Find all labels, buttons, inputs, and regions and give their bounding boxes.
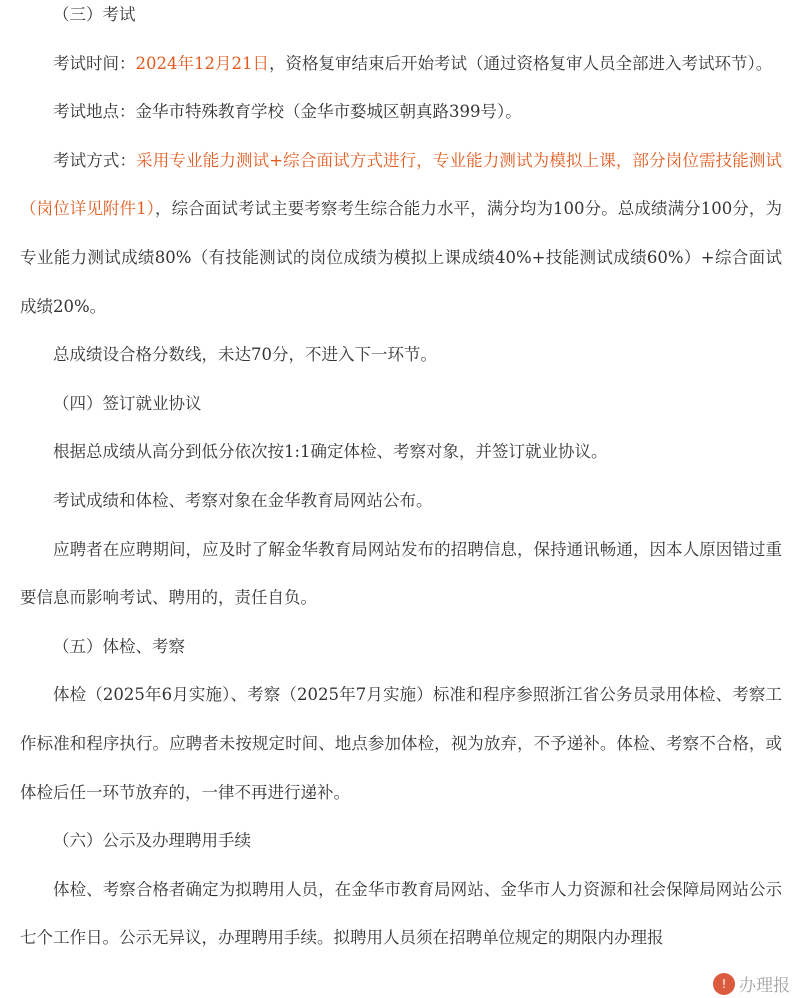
exam-time-label: 考试时间： [53, 53, 136, 73]
section-5-heading: （五）体检、考察 [53, 636, 185, 656]
section-4-paragraph-2: 考试成绩和体检、考察对象在金华教育局网站公布。 [53, 490, 433, 510]
exam-method-rest: ，综合面试考试主要考察考生综合能力水平，满分均为100分。总成绩满分100分，为专业能力测试成绩80%（有技能测试的岗位成绩为模拟上课成绩40%+技能测试成绩60%）+综合面试成绩20%。 [20, 199, 782, 316]
exam-time-rest: ，资格复审结束后开始考试（通过资格复审人员全部进入考试环节）。 [268, 53, 773, 73]
exam-time-paragraph [0, 40, 800, 89]
exam-time-date: 2024年12月21日 [135, 53, 269, 73]
pass-line-paragraph: 总成绩设合格分数线，未达70分，不进入下一环节。 [53, 345, 437, 365]
exam-method-highlight: 采用专业能力测试+综合面试方式进行，专业能力测试为模拟上课，部分岗位需技能测试（岗位详见附件1） [20, 150, 783, 219]
exam-place-paragraph: 考试地点：金华市特殊教育学校（金华市婺城区朝真路399号）。 [53, 102, 522, 122]
section-5-paragraph-1: 体检（2025年6月实施）、考察（2025年7月实施）标准和程序参照浙江省公务员录用体检、考察工作标准和程序执行。应聘者未按规定时间、地点参加体检，视为放弃，不予递补。体检、考察不合格，或体检后任一环节放弃的，一律不再进行递补。 [20, 685, 782, 802]
section-3-heading: （三）考试 [53, 5, 136, 24]
section-6-heading: （六）公示及办理聘用手续 [53, 831, 251, 851]
section-4-paragraph-1: 根据总成绩从高分到低分依次按1:1确定体检、考察对象，并签订就业协议。 [53, 442, 608, 462]
exam-method-paragraph [0, 137, 800, 331]
section-6-paragraph-1: 体检、考察合格者确定为拟聘用人员，在金华市教育局网站、金华市人力资源和社会保障局网站公示七个工作日。公示无异议，办理聘用手续。拟聘用人员须在招聘单位规定的期限内办理报 [20, 879, 782, 948]
watermark-text: 办理报 [739, 976, 790, 996]
report-icon: ! [713, 973, 735, 995]
section-4-heading: （四）签订就业协议 [53, 393, 202, 413]
exam-method-label: 考试方式： [53, 150, 137, 170]
section-4-paragraph-3: 应聘者在应聘期间，应及时了解金华教育局网站发布的招聘信息，保持通讯畅通，因本人原因错过重要信息而影响考试、聘用的，责任自负。 [20, 539, 782, 608]
watermark [713, 971, 790, 996]
